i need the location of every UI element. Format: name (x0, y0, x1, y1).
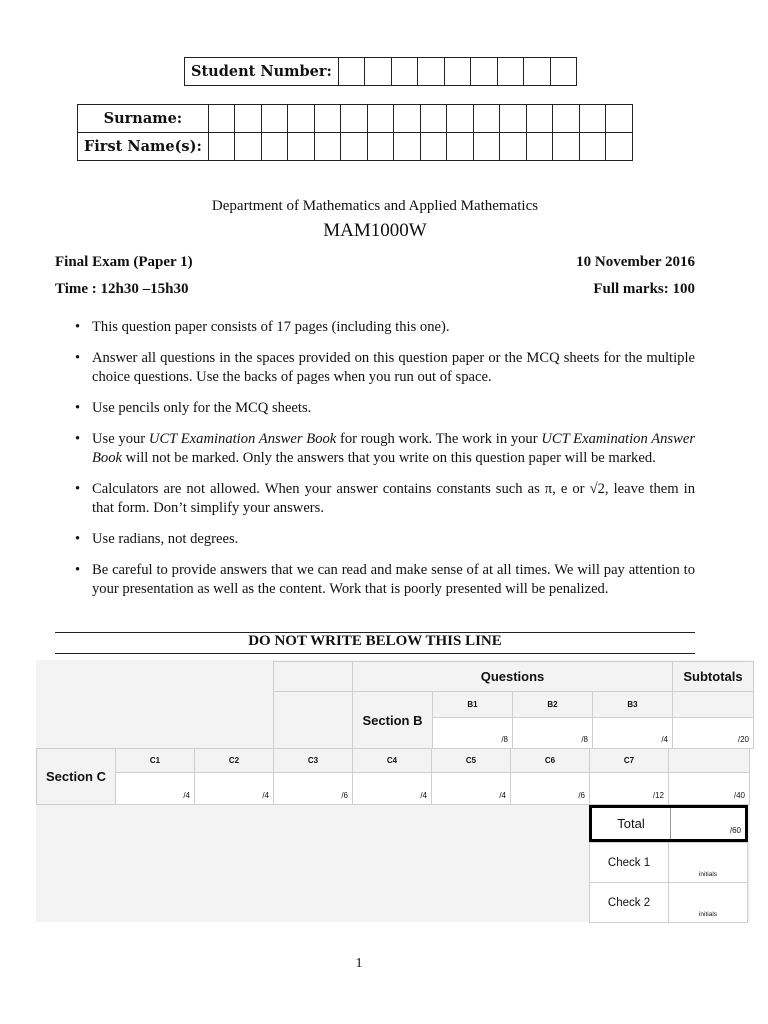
check2-label: Check 2 (590, 883, 669, 923)
student-number-cell[interactable] (365, 58, 392, 86)
instruction-item (55, 430, 695, 468)
blank-cell (673, 692, 754, 718)
instruction-text: will not be marked. Only the answers that you write on this question paper will be marked. (122, 450, 656, 466)
instruction-item: • Be careful to provide answers that we can read and make sense of at all times. We will pay attention to your presentation as well as the content. Work that is poorly presented will be penalized. (55, 561, 695, 599)
b-head: B3 (593, 692, 673, 718)
b-head: B2 (513, 692, 593, 718)
exam-time: Time : 12h30 –15h30 (55, 281, 189, 297)
c-mark-cell[interactable]: /4 (116, 773, 195, 805)
firstname-cell[interactable] (288, 133, 315, 161)
instruction-item: • This question paper consists of 17 pages (including this one). (55, 318, 695, 337)
instruction-item: • Use pencils only for the MCQ sheets. (55, 399, 695, 418)
firstname-cell[interactable] (314, 133, 341, 161)
surname-cell[interactable] (553, 105, 580, 133)
blank-cell (274, 692, 353, 749)
firstname-cell[interactable] (367, 133, 394, 161)
firstname-cell[interactable] (420, 133, 447, 161)
b-subtotal-cell[interactable]: /20 (673, 718, 754, 749)
subtotals-header: Subtotals (673, 662, 754, 692)
questions-header: Questions (353, 662, 673, 692)
section-c-label: Section C (37, 749, 116, 805)
name-box (77, 104, 633, 161)
student-number-cell[interactable] (418, 58, 445, 86)
c-head: C4 (353, 749, 432, 773)
c-mark-cell[interactable]: /4 (353, 773, 432, 805)
c-mark-cell[interactable]: /4 (432, 773, 511, 805)
instruction-text: for rough work. The work in your (336, 431, 542, 447)
c-mark-cell[interactable]: /6 (274, 773, 353, 805)
surname-cell[interactable] (208, 105, 235, 133)
total-box (589, 805, 748, 842)
c-head: C3 (274, 749, 353, 773)
total-label: Total (617, 816, 645, 831)
firstname-cell[interactable] (606, 133, 633, 161)
student-number-cell[interactable] (444, 58, 471, 86)
b-mark-cell[interactable]: /8 (513, 718, 593, 749)
firstname-cell[interactable] (500, 133, 527, 161)
surname-cell[interactable] (579, 105, 606, 133)
surname-cell[interactable] (235, 105, 262, 133)
department-title: Department of Mathematics and Applied Mathematics (211, 198, 539, 214)
full-marks: Full marks: 100 (593, 281, 695, 297)
surname-cell[interactable] (341, 105, 368, 133)
blank-cell (669, 749, 750, 773)
firstname-cell[interactable] (553, 133, 580, 161)
student-number-cell[interactable] (524, 58, 551, 86)
firstname-cell[interactable] (235, 133, 262, 161)
c-mark-cell[interactable]: /4 (195, 773, 274, 805)
total-separator (670, 808, 671, 839)
exam-date: 10 November 2016 (576, 254, 695, 270)
b-head: B1 (433, 692, 513, 718)
surname-label: Surname: (78, 105, 209, 133)
instructions-list (55, 318, 695, 611)
surname-cell[interactable] (526, 105, 553, 133)
course-code: MAM1000W (323, 220, 427, 241)
divider-bottom (55, 653, 695, 654)
instruction-item: • Use radians, not degrees. (55, 530, 695, 549)
instruction-item: • Answer all questions in the spaces provided on this question paper or the MCQ sheets for the multiple choice questions. Use the backs of pages when you run out of space. (55, 349, 695, 387)
instruction-item: • Calculators are not allowed. When your answer contains constants such as π, e or √2, leave them in that form. Don’t simplify your answers. (55, 480, 695, 518)
surname-cell[interactable] (420, 105, 447, 133)
firstname-cell[interactable] (208, 133, 235, 161)
firstname-cell[interactable] (473, 133, 500, 161)
c-head: C7 (590, 749, 669, 773)
surname-cell[interactable] (314, 105, 341, 133)
b-mark-cell[interactable]: /4 (593, 718, 673, 749)
page-number: 1 (355, 956, 363, 971)
surname-cell[interactable] (394, 105, 421, 133)
c-subtotal-cell[interactable]: /40 (669, 773, 750, 805)
student-number-cell[interactable] (497, 58, 524, 86)
instruction-text: Use your (92, 431, 149, 447)
b-mark-cell[interactable]: /8 (433, 718, 513, 749)
firstname-cell[interactable] (447, 133, 474, 161)
surname-cell[interactable] (473, 105, 500, 133)
student-number-cell[interactable] (550, 58, 577, 86)
surname-cell[interactable] (606, 105, 633, 133)
no-write-notice: DO NOT WRITE BELOW THIS LINE (248, 633, 502, 649)
answer-book-name: UCT Examination Answer Book (148, 431, 337, 447)
c-mark-cell[interactable]: /6 (511, 773, 590, 805)
surname-cell[interactable] (261, 105, 288, 133)
surname-cell[interactable] (367, 105, 394, 133)
c-mark-cell[interactable]: /12 (590, 773, 669, 805)
c-head: C5 (432, 749, 511, 773)
checks-table (589, 842, 748, 923)
section-c-table (36, 748, 750, 805)
student-number-cell[interactable] (471, 58, 498, 86)
section-b-label: Section B (353, 692, 433, 749)
answer-book-name: UCT Examination Answer Book (92, 431, 695, 466)
surname-cell[interactable] (447, 105, 474, 133)
firstname-cell[interactable] (526, 133, 553, 161)
c-head: C2 (195, 749, 274, 773)
surname-cell[interactable] (288, 105, 315, 133)
c-head: C6 (511, 749, 590, 773)
firstname-cell[interactable] (394, 133, 421, 161)
check1-initials[interactable]: initials (669, 843, 748, 883)
exam-title: Final Exam (Paper 1) (55, 254, 193, 270)
firstname-cell[interactable] (261, 133, 288, 161)
firstname-cell[interactable] (579, 133, 606, 161)
student-number-cell[interactable] (338, 58, 365, 86)
firstname-label: First Name(s): (78, 133, 209, 161)
check1-label: Check 1 (590, 843, 669, 883)
student-number-box (184, 57, 577, 86)
firstname-cell[interactable] (341, 133, 368, 161)
student-number-cell[interactable] (391, 58, 418, 86)
check2-initials[interactable]: initials (669, 883, 748, 923)
total-marks-cell[interactable]: /60 (729, 826, 741, 835)
surname-cell[interactable] (500, 105, 527, 133)
student-number-label: Student Number: (185, 58, 339, 86)
c-head: C1 (116, 749, 195, 773)
section-b-table (273, 661, 754, 749)
blank-cell (274, 662, 353, 692)
